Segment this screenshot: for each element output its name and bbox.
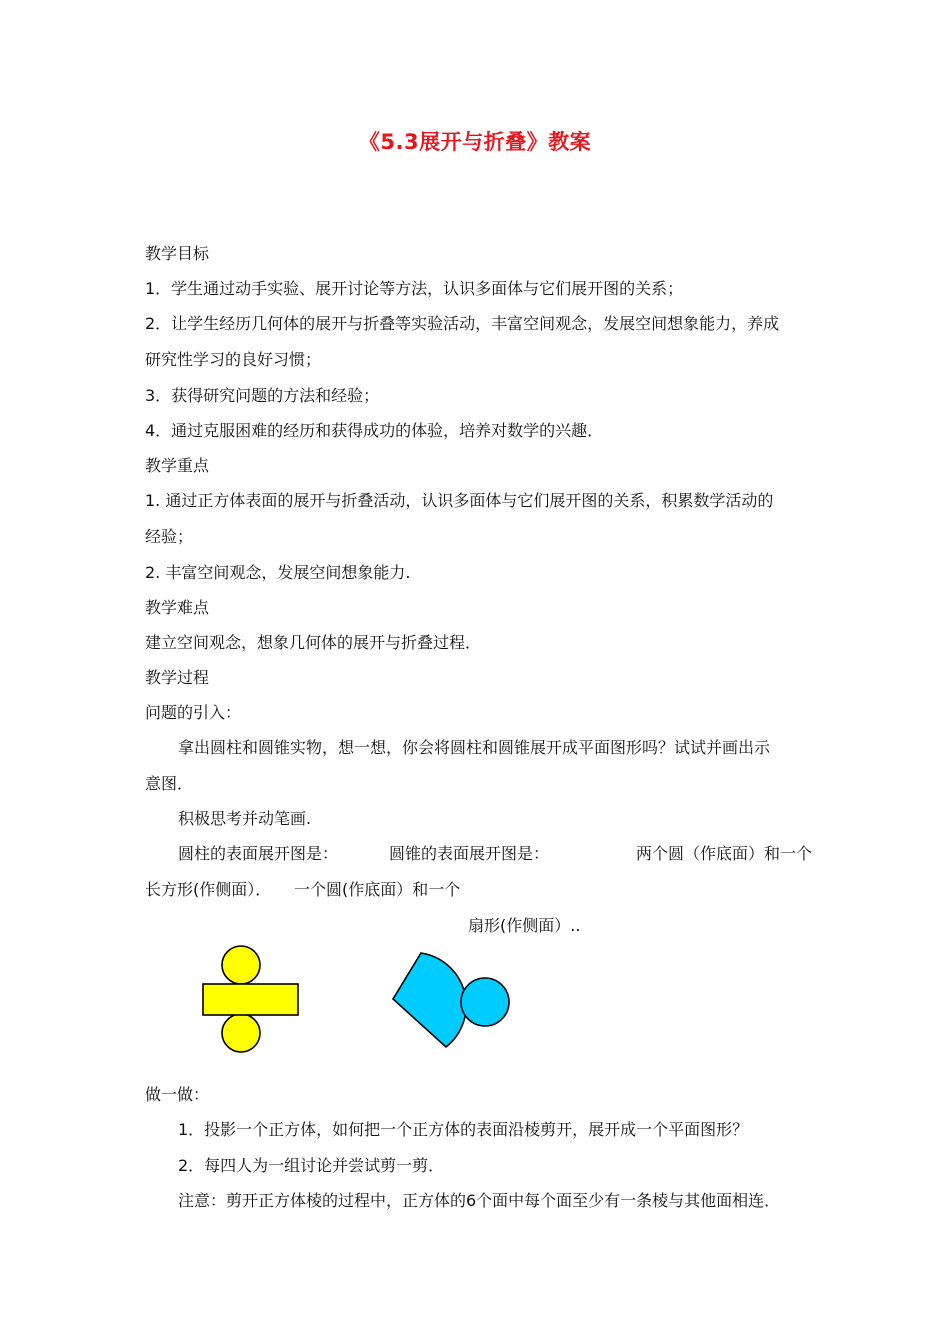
cone-net (393, 953, 509, 1047)
key-line: 1. 通过正方体表面的展开与折叠活动，认识多面体与它们展开图的关系，积累数学活动的 (145, 491, 774, 510)
key-line: 2. 丰富空间观念，发展空间想象能力. (145, 563, 411, 582)
cylinder-answer: 两个圆（作底面）和一个 (636, 844, 813, 863)
intro-line: 积极思考并动笔画. (178, 809, 312, 828)
cone-base-circle (461, 978, 509, 1026)
process-heading: 教学过程 (145, 668, 210, 687)
intro-line: 拿出圆柱和圆锥实物，想一想，你会将圆柱和圆锥展开成平面图形吗？试试并画出示 (178, 738, 771, 757)
cylinder-label: 圆柱的表面展开图是： (178, 844, 339, 863)
doit-line: 2．每四人为一组讨论并尝试剪一剪． (178, 1156, 445, 1175)
nets-figure (195, 945, 525, 1060)
difficulty-text: 建立空间观念，想象几何体的展开与折叠过程． (145, 633, 482, 652)
cylinder-answer-end: 长方形(作侧面）． (145, 880, 272, 899)
doit-note: 注意：剪开正方体棱的过程中，正方体的6个面中每个面至少有一条棱与其他面相连． (178, 1191, 781, 1210)
goal-line: 研究性学习的良好习惯； (145, 350, 322, 369)
cylinder-top-circle (222, 946, 260, 984)
difficulty-heading: 教学难点 (145, 598, 210, 617)
cone-side-sector (393, 953, 466, 1047)
doit-line: 1．投影一个正方体，如何把一个正方体的表面沿棱剪开，展开成一个平面图形？ (178, 1120, 749, 1139)
goal-line: 4．通过克服困难的经历和获得成功的体验，培养对数学的兴趣． (145, 421, 604, 440)
intro-line: 意图． (145, 774, 194, 793)
cone-label: 圆锥的表面展开图是： (389, 844, 550, 863)
doit-heading: 做一做： (145, 1085, 210, 1104)
key-line: 经验； (145, 527, 194, 546)
intro-heading: 问题的引入： (145, 703, 242, 722)
cylinder-bottom-circle (222, 1014, 260, 1052)
goal-line: 3．获得研究问题的方法和经验； (145, 386, 380, 405)
cylinder-side-rect (203, 984, 298, 1015)
cylinder-net (203, 946, 298, 1052)
goals-heading: 教学目标 (145, 244, 210, 263)
key-heading: 教学重点 (145, 456, 210, 475)
cone-answer-end: 扇形(作侧面）.. (468, 916, 581, 935)
goal-line: 1．学生通过动手实验、展开讨论等方法，认识多面体与它们展开图的关系； (145, 279, 684, 298)
goal-line: 2．让学生经历几何体的展开与折叠等实验活动，丰富空间观念，发展空间想象能力，养成 (145, 314, 780, 333)
document-title: 《5.3展开与折叠》教案 (358, 130, 592, 154)
cone-answer: 一个圆(作底面）和一个 (294, 880, 461, 899)
